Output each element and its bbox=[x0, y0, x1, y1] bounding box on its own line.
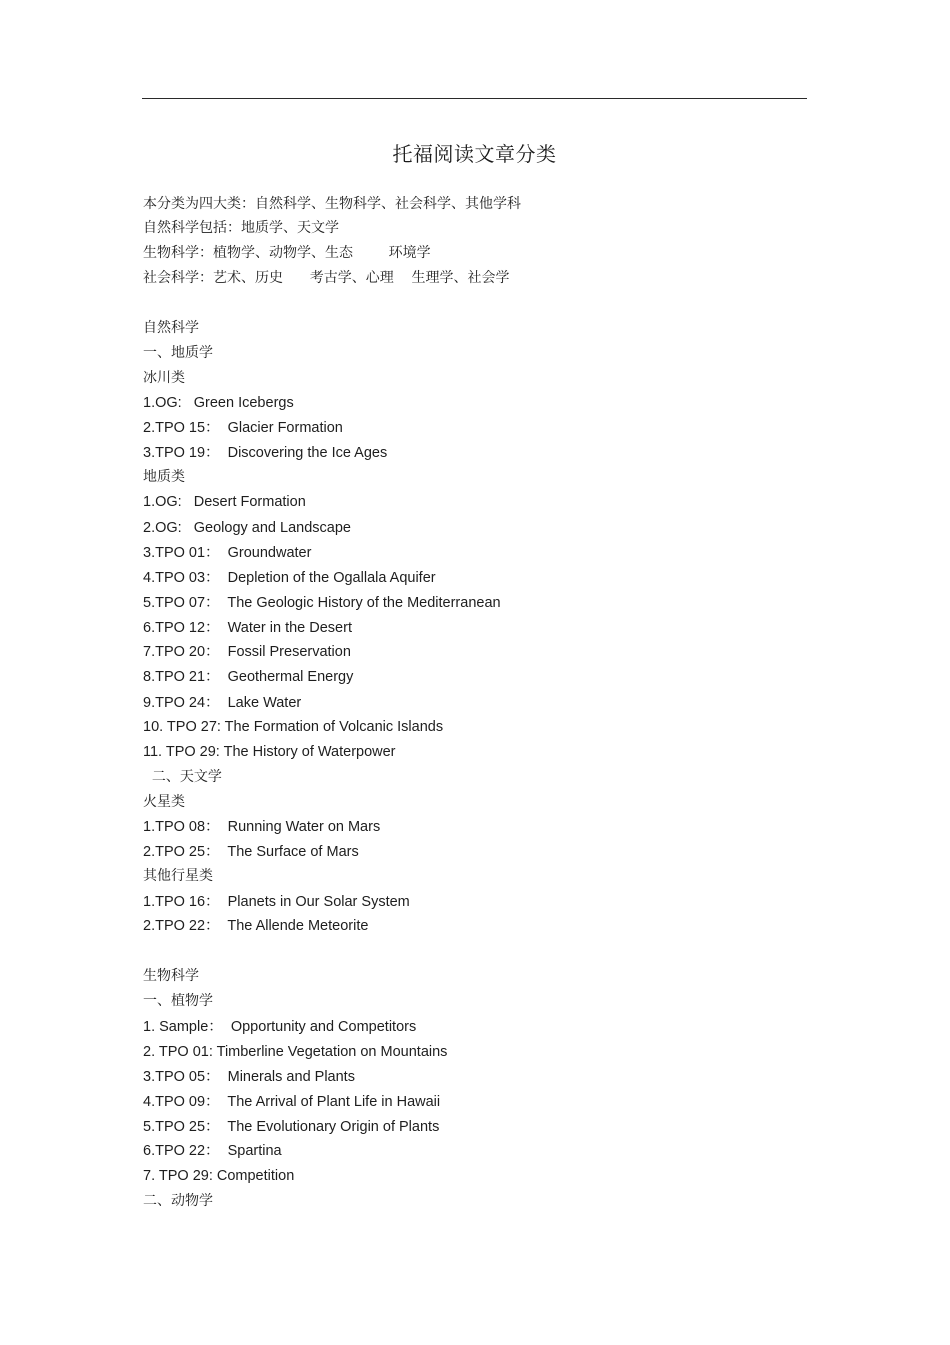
list-item: 1. Sample： Opportunity and Competitors bbox=[143, 1019, 417, 1035]
list-item: 1.TPO 08： Running Water on Mars bbox=[143, 819, 381, 835]
list-item: 5.TPO 25： The Evolutionary Origin of Plants bbox=[143, 1119, 440, 1135]
category-heading: 地质类 bbox=[143, 469, 185, 485]
intro-line: 社会科学：艺术、历史 考古学、心理 生理学、社会学 bbox=[143, 270, 510, 286]
intro-line: 本分类为四大类：自然科学、生物科学、社会科学、其他学科 bbox=[143, 196, 521, 212]
list-item: 1.OG: Desert Formation bbox=[143, 494, 306, 510]
subsection-heading: 一、地质学 bbox=[143, 345, 213, 361]
list-item: 2.OG: Geology and Landscape bbox=[143, 520, 351, 536]
list-item: 2.TPO 25： The Surface of Mars bbox=[143, 844, 359, 860]
list-item: 11. TPO 29: The History of Waterpower bbox=[143, 744, 396, 760]
list-item: 3.TPO 19： Discovering the Ice Ages bbox=[143, 445, 388, 461]
section-heading: 生物科学 bbox=[143, 968, 199, 984]
list-item: 2. TPO 01: Timberline Vegetation on Mountains bbox=[143, 1044, 448, 1060]
list-item: 7.TPO 20： Fossil Preservation bbox=[143, 644, 351, 660]
list-item: 7. TPO 29: Competition bbox=[143, 1168, 295, 1184]
list-item: 2.TPO 22： The Allende Meteorite bbox=[143, 918, 369, 934]
list-item: 5.TPO 07： The Geologic History of the Mediterranean bbox=[143, 595, 501, 611]
list-item: 9.TPO 24： Lake Water bbox=[143, 695, 302, 711]
category-heading: 冰川类 bbox=[143, 370, 185, 386]
list-item: 4.TPO 03： Depletion of the Ogallala Aquifer bbox=[143, 570, 436, 586]
header-rule bbox=[142, 98, 807, 99]
list-item: 6.TPO 12： Water in the Desert bbox=[143, 620, 352, 636]
list-item: 2.TPO 15： Glacier Formation bbox=[143, 420, 343, 436]
list-item: 3.TPO 05： Minerals and Plants bbox=[143, 1069, 355, 1085]
document-title: 托福阅读文章分类 bbox=[392, 142, 557, 166]
list-item: 10. TPO 27: The Formation of Volcanic Islands bbox=[143, 719, 444, 735]
list-item: 4.TPO 09： The Arrival of Plant Life in Hawaii bbox=[143, 1094, 441, 1110]
subsection-heading: 一、植物学 bbox=[143, 993, 213, 1009]
category-heading: 火星类 bbox=[143, 794, 185, 810]
intro-line: 生物科学：植物学、动物学、生态 环境学 bbox=[143, 245, 431, 261]
subsection-heading: 二、动物学 bbox=[143, 1193, 213, 1209]
section-heading: 自然科学 bbox=[143, 320, 199, 336]
list-item: 1.OG: Green Icebergs bbox=[143, 395, 294, 411]
intro-line: 自然科学包括：地质学、天文学 bbox=[143, 220, 339, 236]
list-item: 1.TPO 16： Planets in Our Solar System bbox=[143, 894, 410, 910]
list-item: 6.TPO 22： Spartina bbox=[143, 1143, 282, 1159]
subsection-heading: 二、天文学 bbox=[143, 769, 222, 785]
list-item: 8.TPO 21： Geothermal Energy bbox=[143, 669, 354, 685]
list-item: 3.TPO 01： Groundwater bbox=[143, 545, 312, 561]
category-heading: 其他行星类 bbox=[143, 868, 213, 884]
